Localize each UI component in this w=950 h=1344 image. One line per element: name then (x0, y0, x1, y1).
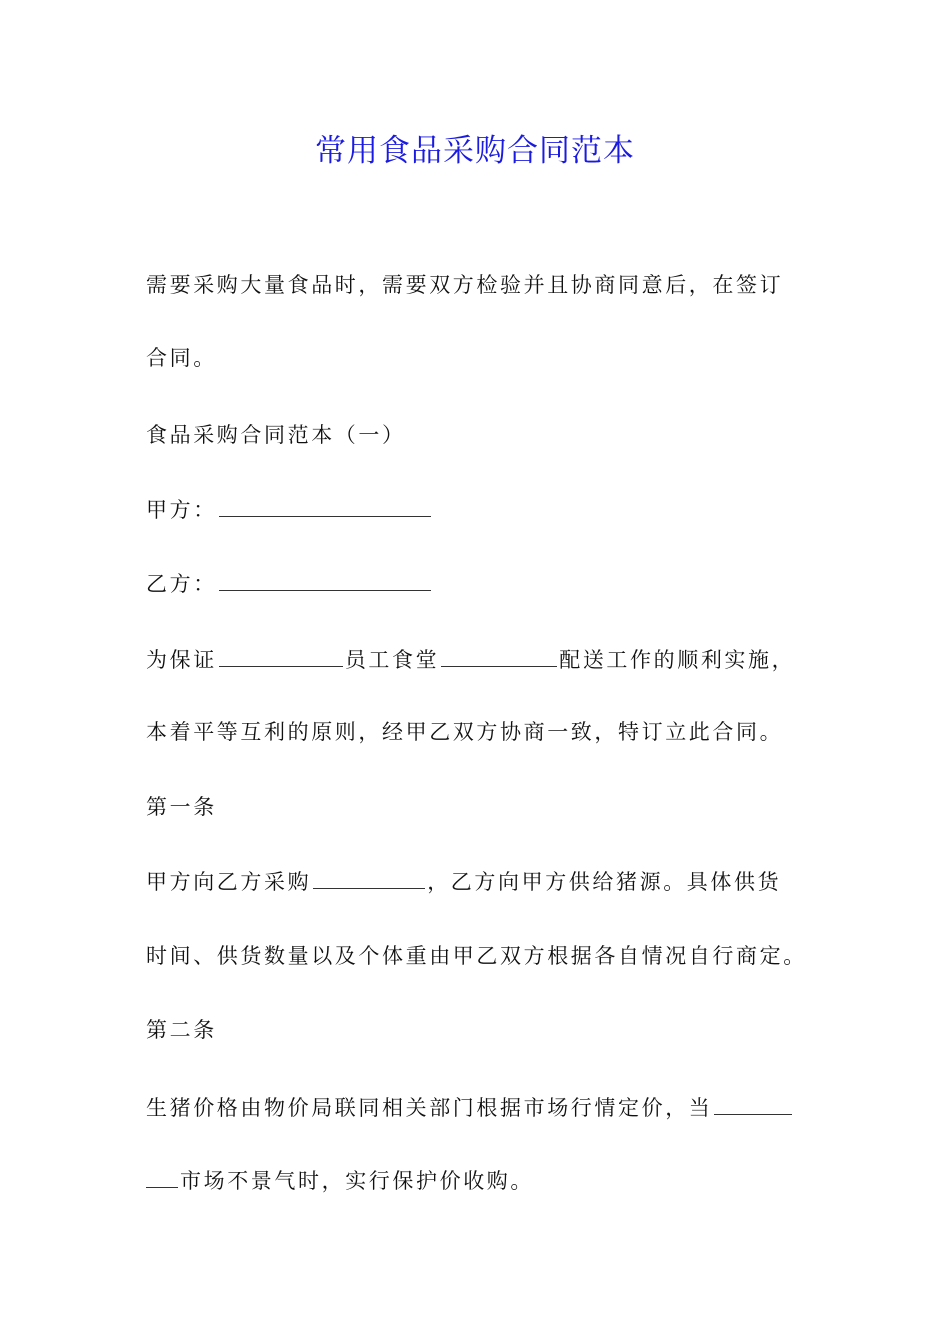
canteen-blank (441, 644, 557, 667)
party-b-label: 乙方： (146, 572, 217, 596)
party-a-label: 甲方： (146, 498, 217, 522)
section-heading: 食品采购合同范本（一） (146, 423, 406, 447)
purpose-text-3: 配送工作的顺利实施， (559, 648, 796, 672)
company-blank (219, 644, 343, 667)
article-1-line-1 (146, 864, 816, 900)
article-1-line-2: 时间、供货数量以及个体重由甲乙双方根据各自情况自行商定。 (146, 944, 807, 968)
document-title: 常用食品采购合同范本 (315, 133, 635, 169)
article-1-heading: 第一条 (146, 795, 217, 819)
purpose-text-2: 员工食堂 (344, 648, 440, 672)
party-b-blank (219, 568, 431, 591)
intro-line-1: 需要采购大量食品时，需要双方检验并且协商同意后，在签订 (146, 273, 784, 297)
article-1-text-2: ，乙方向甲方供给猪源。具体供货 (427, 870, 782, 894)
party-b-line (146, 566, 816, 602)
purpose-text-1: 为保证 (146, 648, 217, 672)
article-1-text-1: 甲方向乙方采购 (146, 870, 312, 894)
product-blank (313, 866, 425, 889)
article-2-heading: 第二条 (146, 1018, 217, 1042)
purpose-line-2: 本着平等互利的原则，经甲乙双方协商一致，特订立此合同。 (146, 720, 784, 744)
article-2-line-2 (146, 1163, 816, 1199)
market-blank-end (714, 1092, 792, 1115)
party-a-line (146, 492, 816, 528)
article-2-line-1 (146, 1090, 816, 1126)
intro-line-2: 合同。 (146, 346, 217, 370)
party-a-blank (219, 494, 431, 517)
purpose-line-1 (146, 642, 816, 678)
market-blank-start (146, 1165, 178, 1188)
article-2-text-2: 市场不景气时，实行保护价收购。 (180, 1169, 534, 1193)
article-2-text-1: 生猪价格由物价局联同相关部门根据市场行情定价，当 (146, 1096, 713, 1120)
